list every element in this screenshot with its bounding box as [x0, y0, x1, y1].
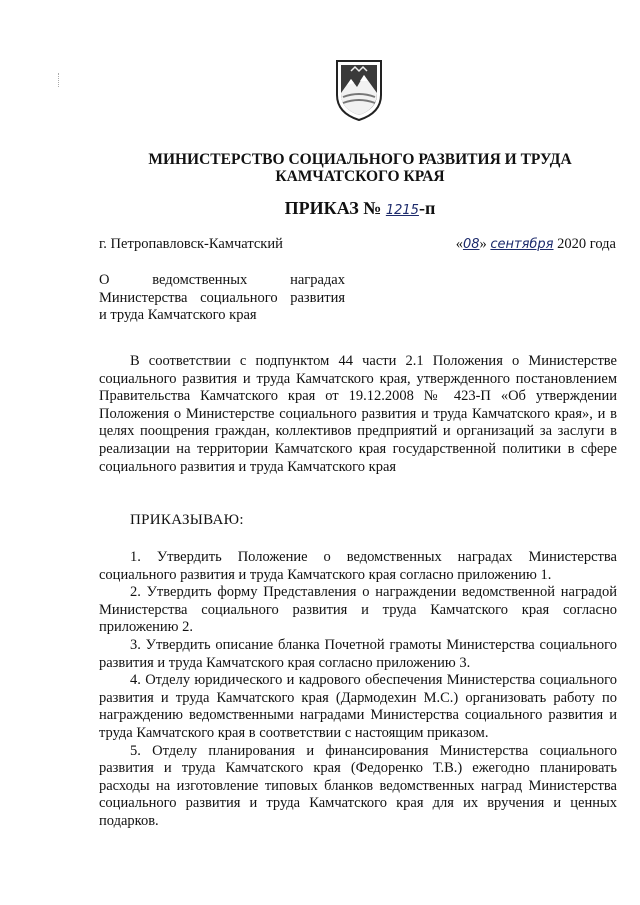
preamble-block	[99, 353, 617, 476]
ministry-name-line2: КАМЧАТСКОГО КРАЯ	[275, 168, 445, 185]
order-item-4: 4. Отделу юридического и кадрового обеспечения Министерства социального развития и труда Камчатского края (Дармодехин М.С.) организовать работу по награждению ведомственными наградами Министерства социального развития и труда Камчатского края в соответствии с настоящим приказом.	[99, 672, 617, 741]
order-items	[99, 549, 617, 831]
preamble-paragraph: В соответствии с подпунктом 44 части 2.1 Положения о Министерстве социального развития и труда Камчатского края, утвержденного постановлением Правительства Камчатского края от 19.12.2008 № 423-П «Об утверждении Положения о Министерстве социального развития и труда Камчатского края», и в целях поощрения граждан, коллективов предприятий и организаций за заслуги в реализации на территории Камчатского края государственной политики в сфере социального развития и труда Камчатского края	[99, 353, 617, 475]
date-month: сентября	[490, 237, 554, 252]
date-close-quote: »	[479, 236, 487, 252]
order-item-1: 1. Утвердить Положение о ведомственных наградах Министерства социального развития и труда Камчатского края согласно приложению 1.	[99, 549, 617, 583]
directive-heading: ПРИКАЗЫВАЮ:	[130, 512, 244, 528]
scan-mark	[58, 73, 63, 87]
subject-line2: Министерства социального развития	[99, 289, 345, 306]
subject-line3: и труда Камчатского края	[99, 307, 257, 323]
coat-of-arms-icon	[333, 57, 385, 123]
order-item-2: 2. Утвердить форму Представления о награждении ведомственной наградой Министерства социального развития и труда Камчатского края согласно приложению 2.	[99, 584, 617, 636]
order-number: 1215	[385, 203, 419, 218]
order-subject	[99, 272, 345, 325]
ministry-name-line1: МИНИСТЕРСТВО СОЦИАЛЬНОГО РАЗВИТИЯ И ТРУДА	[148, 151, 572, 168]
order-title-suffix: -п	[418, 198, 436, 218]
subject-line1: О ведомственных наградах	[99, 272, 345, 288]
date-open-quote: «	[455, 236, 463, 252]
place-of-issue: г. Петропавловск-Камчатский	[99, 236, 283, 252]
date-year: 2020 года	[557, 236, 616, 252]
order-date	[456, 236, 616, 253]
order-item-5: 5. Отделу планирования и финансирования Министерства социального развития и труда Камчатского края (Федоренко Т.В.) ежегодно планировать расходы на изготовление типовых бланков ведомственных наград Министерства социального развития и труда Камчатского края для их вручения и ценных подарков.	[99, 742, 617, 829]
order-title-prefix: ПРИКАЗ №	[284, 198, 382, 218]
date-day: 08	[462, 237, 480, 252]
order-item-3: 3. Утвердить описание бланка Почетной грамоты Министерства социального развития и труда Камчатского края согласно приложению 3.	[99, 636, 617, 671]
order-title	[0, 198, 640, 219]
